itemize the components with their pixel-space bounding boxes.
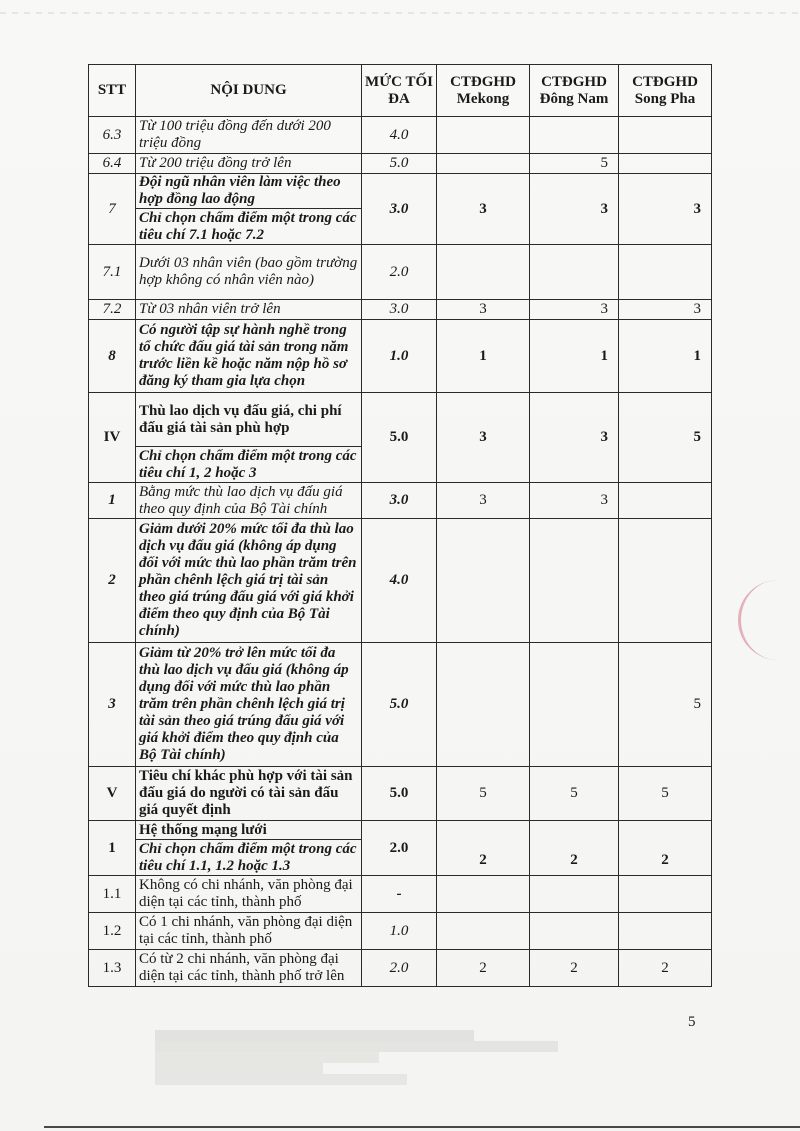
row-content-note: Chỉ chọn chấm điểm một trong các tiêu chí 1.1, 1.2 hoặc 1.3 (136, 840, 362, 876)
header-dong-nam: CTĐGHD Đông Nam (530, 65, 619, 117)
score-mekong: 2 (437, 821, 530, 876)
row-content: Dưới 03 nhân viên (bao gồm trường hợp không có nhân viên nào) (136, 245, 362, 300)
row-max: 5.0 (362, 154, 437, 174)
row-content: Từ 100 triệu đồng đến dưới 200 triệu đồng (136, 117, 362, 154)
row-stt: 8 (89, 320, 136, 393)
score-song-pha: 5 (619, 393, 712, 483)
row-stt: 1.2 (89, 913, 136, 950)
row-stt: 6.3 (89, 117, 136, 154)
row-max: 5.0 (362, 393, 437, 483)
score-dong-nam (530, 519, 619, 643)
score-mekong: 2 (437, 950, 530, 987)
row-max: 2.0 (362, 950, 437, 987)
score-mekong (437, 643, 530, 767)
row-content: Giảm dưới 20% mức tối đa thù lao dịch vụ đấu giá (không áp dụng đối với mức thù lao phần trăm trên phần chênh lệch giá trị tài sản theo giá trúng đấu giá với giá khởi điểm theo quy định của Bộ Tài chính) (136, 519, 362, 643)
table-header-row (89, 65, 712, 117)
row-stt: 7.1 (89, 245, 136, 300)
row-content: Từ 03 nhân viên trở lên (136, 300, 362, 320)
score-dong-nam (530, 643, 619, 767)
score-mekong: 3 (437, 483, 530, 519)
row-max: 5.0 (362, 767, 437, 821)
row-content: Bằng mức thù lao dịch vụ đấu giá theo quy định của Bộ Tài chính (136, 483, 362, 519)
row-content: Thù lao dịch vụ đấu giá, chi phí đấu giá tài sản phù hợp (136, 393, 362, 447)
row-max: 3.0 (362, 300, 437, 320)
score-dong-nam: 2 (530, 950, 619, 987)
row-content: Hệ thống mạng lưới (136, 821, 362, 840)
score-mekong: 1 (437, 320, 530, 393)
score-dong-nam: 1 (530, 320, 619, 393)
table-row (89, 913, 712, 950)
row-max: 2.0 (362, 821, 437, 876)
row-stt: 1 (89, 821, 136, 876)
row-content: Giảm từ 20% trở lên mức tối đa thù lao dịch vụ đấu giá (không áp dụng đối với mức thù lao phần trăm trên phần chênh lệch giá trị tài sản theo giá trúng đấu giá với giá khởi điểm theo quy định của Bộ Tài chính) (136, 643, 362, 767)
row-content: Đội ngũ nhân viên làm việc theo hợp đồng lao động (136, 174, 362, 209)
row-stt: 7 (89, 174, 136, 245)
header-max: MỨC TỐI ĐA (362, 65, 437, 117)
score-song-pha (619, 245, 712, 300)
table-row (89, 950, 712, 987)
row-content: Từ 200 triệu đồng trở lên (136, 154, 362, 174)
score-mekong (437, 519, 530, 643)
row-stt: 3 (89, 643, 136, 767)
row-max: 3.0 (362, 174, 437, 245)
table-row (89, 174, 712, 209)
score-song-pha: 3 (619, 300, 712, 320)
table-row (89, 154, 712, 174)
row-stt: 7.2 (89, 300, 136, 320)
row-max: - (362, 876, 437, 913)
row-stt: V (89, 767, 136, 821)
score-song-pha: 5 (619, 643, 712, 767)
score-dong-nam (530, 245, 619, 300)
score-dong-nam: 3 (530, 393, 619, 483)
score-dong-nam: 5 (530, 154, 619, 174)
score-mekong (437, 876, 530, 913)
score-mekong (437, 245, 530, 300)
score-dong-nam: 3 (530, 300, 619, 320)
score-song-pha (619, 154, 712, 174)
score-dong-nam (530, 117, 619, 154)
row-stt: 1.3 (89, 950, 136, 987)
score-mekong: 3 (437, 393, 530, 483)
row-content: Không có chi nhánh, văn phòng đại diện tại các tỉnh, thành phố (136, 876, 362, 913)
score-mekong: 3 (437, 174, 530, 245)
score-dong-nam (530, 913, 619, 950)
row-max: 2.0 (362, 245, 437, 300)
score-mekong (437, 117, 530, 154)
scan-edge-top (0, 12, 800, 14)
table-row (89, 519, 712, 643)
bleed-through-text (155, 1030, 715, 1085)
header-song-pha: CTĐGHD Song Pha (619, 65, 712, 117)
scan-edge-bottom (44, 1126, 800, 1128)
table-row (89, 821, 712, 840)
row-content: Có 1 chi nhánh, văn phòng đại diện tại các tỉnh, thành phố (136, 913, 362, 950)
score-dong-nam (530, 876, 619, 913)
row-max: 1.0 (362, 320, 437, 393)
score-dong-nam: 5 (530, 767, 619, 821)
row-content: Có từ 2 chi nhánh, văn phòng đại diện tại các tỉnh, thành phố trở lên (136, 950, 362, 987)
score-song-pha (619, 913, 712, 950)
header-stt: STT (89, 65, 136, 117)
score-song-pha: 1 (619, 320, 712, 393)
table-row (89, 320, 712, 393)
score-song-pha: 5 (619, 767, 712, 821)
scoring-table (88, 64, 712, 987)
table-row (89, 767, 712, 821)
table-row (89, 117, 712, 154)
table-row (89, 876, 712, 913)
score-mekong: 5 (437, 767, 530, 821)
row-max: 4.0 (362, 519, 437, 643)
table-row (89, 483, 712, 519)
table-row (89, 393, 712, 447)
row-content: Tiêu chí khác phù hợp với tài sản đấu giá do người có tài sản đấu giá quyết định (136, 767, 362, 821)
score-dong-nam: 3 (530, 483, 619, 519)
score-song-pha: 2 (619, 821, 712, 876)
score-song-pha (619, 519, 712, 643)
header-mekong: CTĐGHD Mekong (437, 65, 530, 117)
row-max: 5.0 (362, 643, 437, 767)
score-mekong (437, 154, 530, 174)
score-dong-nam: 3 (530, 174, 619, 245)
stamp-seal-edge (738, 580, 800, 660)
row-max: 1.0 (362, 913, 437, 950)
row-content: Có người tập sự hành nghề trong tổ chức đấu giá tài sản trong năm trước liền kề hoặc năm nộp hồ sơ đăng ký tham gia lựa chọn (136, 320, 362, 393)
score-dong-nam: 2 (530, 821, 619, 876)
score-song-pha (619, 483, 712, 519)
row-stt: 1.1 (89, 876, 136, 913)
row-stt: IV (89, 393, 136, 483)
table-row (89, 245, 712, 300)
score-song-pha: 2 (619, 950, 712, 987)
score-song-pha (619, 117, 712, 154)
score-mekong: 3 (437, 300, 530, 320)
row-stt: 2 (89, 519, 136, 643)
table-row (89, 643, 712, 767)
header-content: NỘI DUNG (136, 65, 362, 117)
row-content-note: Chỉ chọn chấm điểm một trong các tiêu chí 1, 2 hoặc 3 (136, 447, 362, 483)
page-number: 5 (688, 1014, 696, 1030)
row-content-note: Chỉ chọn chấm điểm một trong các tiêu chí 7.1 hoặc 7.2 (136, 209, 362, 245)
score-mekong (437, 913, 530, 950)
row-stt: 1 (89, 483, 136, 519)
row-stt: 6.4 (89, 154, 136, 174)
table-row (89, 300, 712, 320)
score-song-pha: 3 (619, 174, 712, 245)
row-max: 3.0 (362, 483, 437, 519)
score-song-pha (619, 876, 712, 913)
row-max: 4.0 (362, 117, 437, 154)
